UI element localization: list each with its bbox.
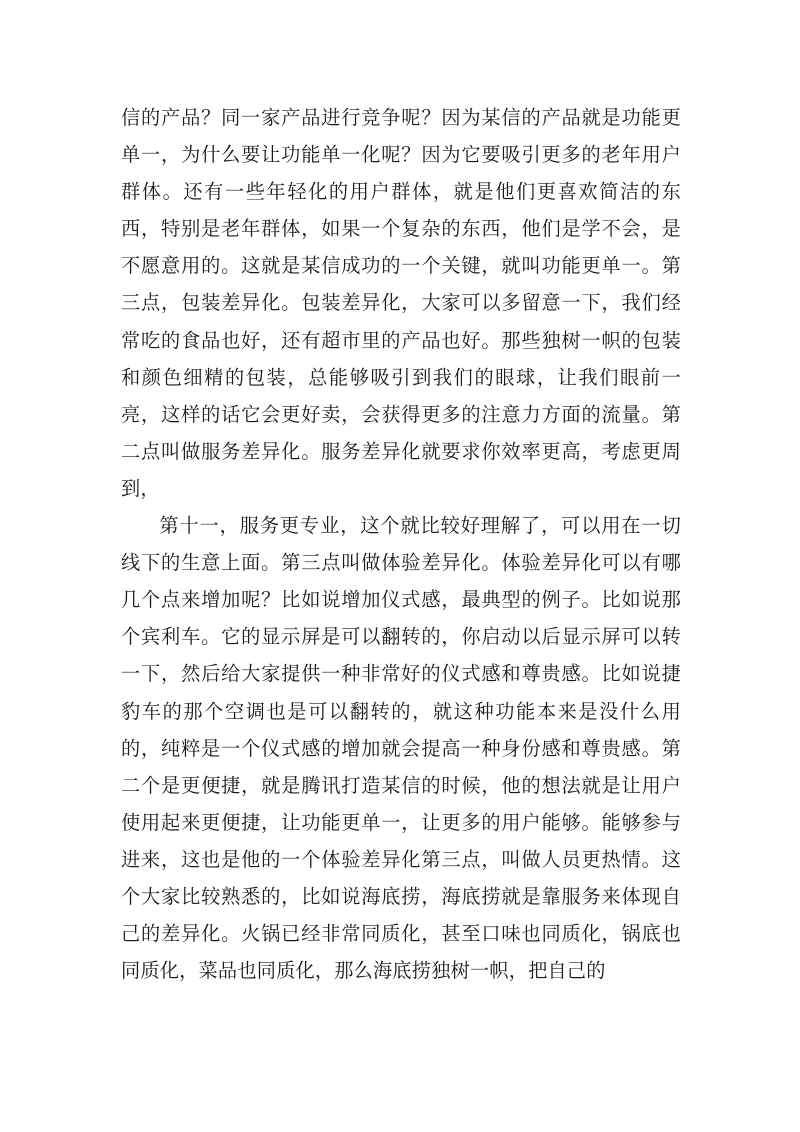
paragraph-1: 信的产品？同一家产品进行竞争呢？因为某信的产品就是功能更单一，为什么要让功能单一化呢？因为它要吸引更多的老年用户群体。还有一些年轻化的用户群体，就是他们更喜欢简洁的东西，特别是老年群体，如果一个复杂的东西，他们是学不会，是不愿意用的。这就是某信成功的一个关键，就叫功能更单一。第三点，包装差异化。包装差异化，大家可以多留意一下，我们经常吃的食品也好，还有超市里的产品也好。那些独树一帜的包装和颜色细精的包装，总能够吸引到我们的眼球，让我们眼前一亮，这样的话它会更好卖，会获得更多的注意力方面的流量。第二点叫做服务差异化。服务差异化就要求你效率更高，考虑更周到，	[121, 106, 681, 500]
body-text	[121, 99, 681, 989]
paragraph-2: 第十一，服务更专业，这个就比较好理解了，可以用在一切线下的生意上面。第三点叫做体验差异化。体验差异化可以有哪几个点来增加呢？比如说增加仪式感，最典型的例子。比如说那个宾利车。它的显示屏是可以翻转的，你启动以后显示屏可以转一下，然后给大家提供一种非常好的仪式感和尊贵感。比如说捷豹车的那个空调也是可以翻转的，就这种功能本来是没什么用的，纯粹是一个仪式感的增加就会提高一种身份感和尊贵感。第二个是更便捷，就是腾讯打造某信的时候，他的想法就是让用户使用起来更便捷，让功能更单一，让更多的用户能够。能够参与进来，这也是他的一个体验差异化第三点，叫做人员更热情。这个大家比较熟悉的，比如说海底捞，海底捞就是靠服务来体现自己的差异化。火锅已经非常同质化，甚至口味也同质化，锅底也同质化，菜品也同质化，那么海底捞独树一帜，把自己的	[121, 514, 681, 983]
